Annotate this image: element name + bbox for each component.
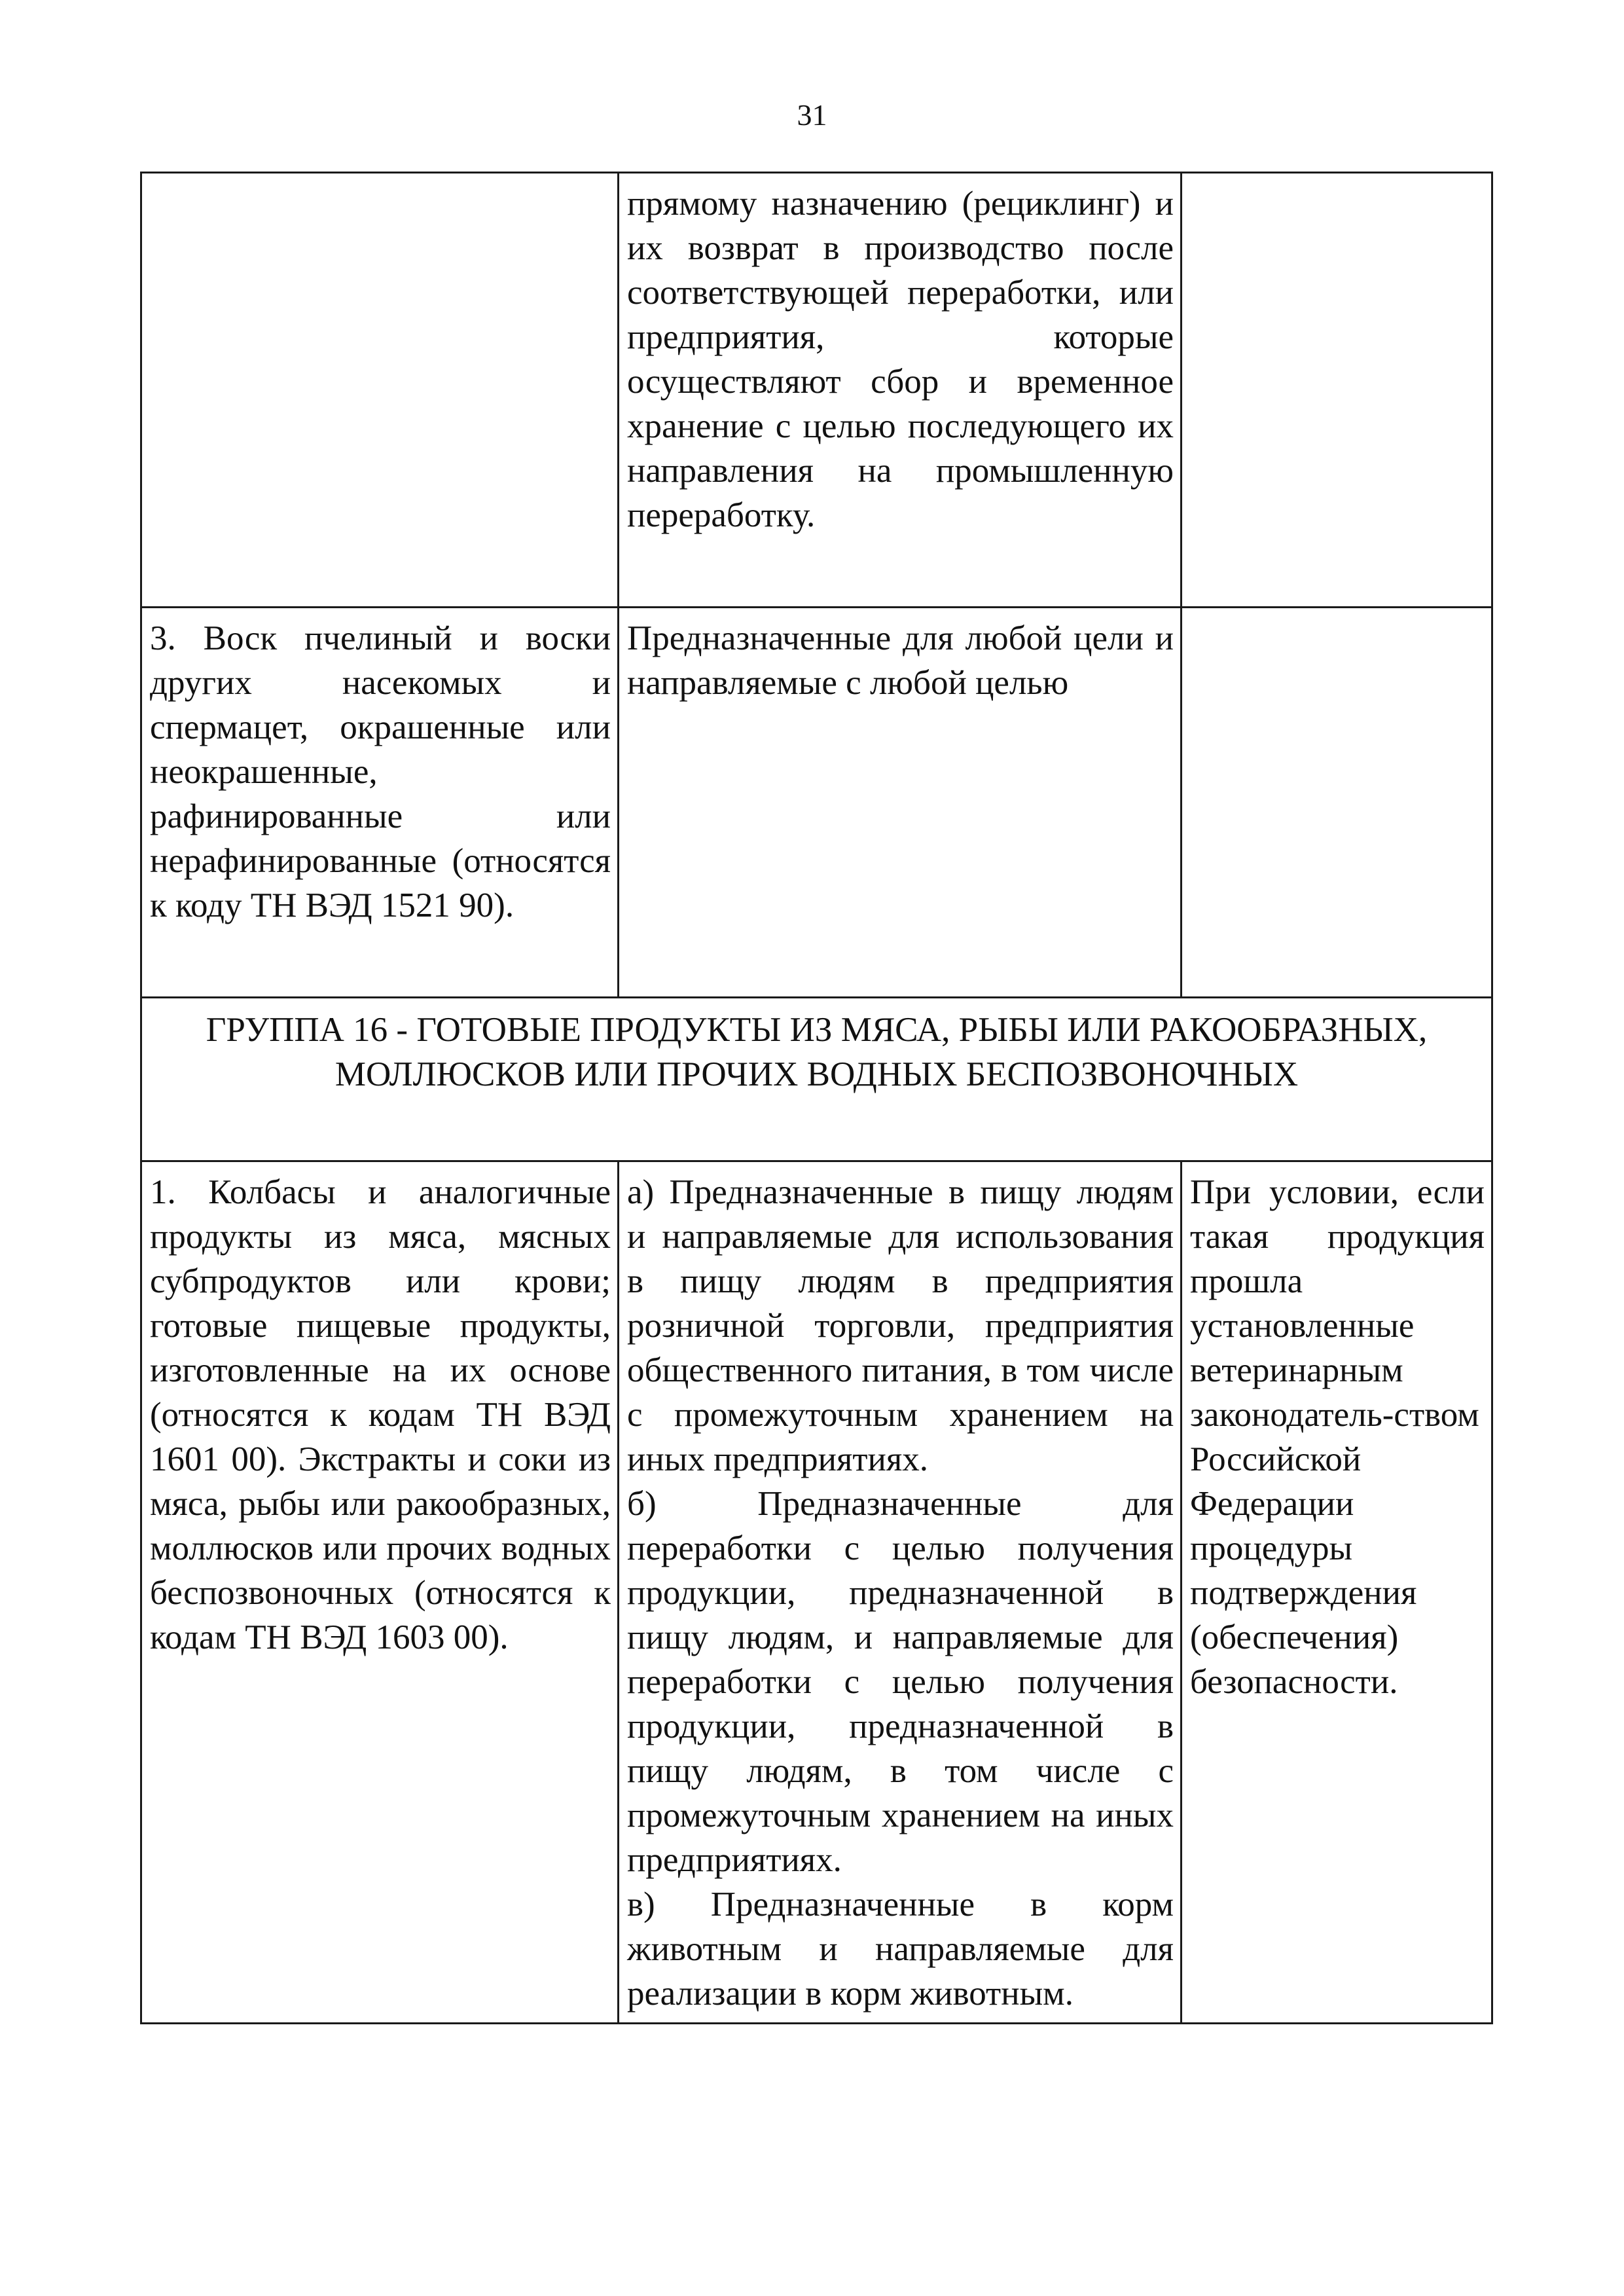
table-row [141, 1161, 1492, 2024]
page-number: 31 [797, 98, 827, 132]
product-cell [141, 173, 619, 608]
purpose-item-c: в) Предназначенные в корм животным и направляемые для реализации в корм животным. [627, 1886, 1174, 2013]
condition-cell: При условии, если такая продукция прошла установленные ветеринарным законодатель-ством Российской Федерации процедуры подтверждения (обеспечения) безопасности. [1182, 1161, 1492, 2024]
purpose-cell: Предназначенные для любой цели и направляемые с любой целью [619, 608, 1182, 998]
regulation-table [140, 172, 1493, 2024]
condition-cell [1182, 173, 1492, 608]
condition-cell [1182, 608, 1492, 998]
purpose-cell: прямому назначению (рециклинг) и их возврат в производство после соответствующей переработки, или предприятия, которые осуществляют сбор и временное хранение с целью последующего их направления на промышленную переработку. [619, 173, 1182, 608]
table-row [141, 173, 1492, 608]
purpose-item-a: а) Предназначенные в пищу людям и направляемые для использования в пищу людям в предприятия розничной торговли, предприятия общественного питания, в том числе с промежуточным хранением на иных предприятиях. [627, 1173, 1174, 1478]
group-header-row [141, 998, 1492, 1161]
purpose-cell [619, 1161, 1182, 2024]
product-cell: 1. Колбасы и аналогичные продукты из мяса, мясных субпродуктов или крови; готовые пищевые продукты, изготовленные на их основе (относятся к кодам ТН ВЭД 1601 00). Экстракты и соки из мяса, рыбы или ракообразных, моллюсков или прочих водных беспозвоночных (относятся к кодам ТН ВЭД 1603 00). [141, 1161, 619, 2024]
table-row [141, 608, 1492, 998]
purpose-item-b: б) Предназначенные для переработки с целью получения продукции, предназначенной в пищу людям, и направляемые для переработки с целью получения продукции, предназначенной в пищу людям, в том числе с промежуточным хранением на иных предприятиях. [627, 1485, 1174, 1879]
group-title: ГРУППА 16 - ГОТОВЫЕ ПРОДУКТЫ ИЗ МЯСА, РЫБЫ ИЛИ РАКООБРАЗНЫХ, МОЛЛЮСКОВ ИЛИ ПРОЧИХ ВОДНЫХ БЕСПОЗВОНОЧНЫХ [141, 998, 1492, 1161]
product-cell: 3. Воск пчелиный и воски других насекомых и спермацет, окрашенные или неокрашенные, рафинированные или нерафинированные (относятся к коду ТН ВЭД 1521 90). [141, 608, 619, 998]
